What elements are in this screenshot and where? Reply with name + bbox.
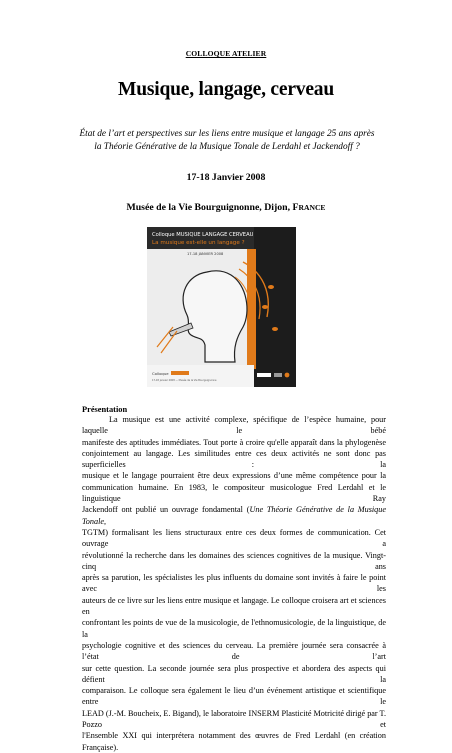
text-line: communication humaine. En 1983, le compositeur musicologue Fred Lerdahl et le linguistique Ray — [82, 482, 386, 504]
sponsor-logo-1 — [257, 373, 271, 377]
text-line: conjointement au langage. Les similitudes entre ces deux activités ne sont donc pas superficielles : la — [82, 448, 386, 470]
event-venue — [0, 202, 452, 213]
event-date: 17-18 Janvier 2008 — [186, 172, 266, 183]
text-line: auteurs de ce livre sur les liens entre musique et langage. Le colloque croisera art et sciences en — [82, 595, 386, 617]
text-line: Jackendoff ont publié un ouvrage fondamental (Une Théorie Générative de la Musique Tonale, — [82, 505, 386, 526]
document-subtitle — [58, 128, 396, 154]
text-line: psychologie cognitive et des sciences du cerveau. La première journée sera consacrée à l’état de l’art — [82, 640, 386, 662]
poster-logo-bar — [171, 371, 189, 375]
poster-heading-line-2: La musique est-elle un langage ? — [152, 240, 245, 246]
text-line: La musique est une activité complexe, spécifique de l’espèce humaine, pour laquelle le bébé — [82, 415, 386, 436]
subtitle-line-2: la Théorie Générative de la Musique Tonale de Lerdahl et Jackendoff ? — [94, 142, 360, 152]
poster-footer-small: 17-18 janvier 2008 — Musée de la Vie Bourguignonne — [152, 379, 217, 382]
poster-image — [147, 227, 296, 387]
venue-country-rest: RANCE — [298, 203, 326, 212]
text-line: l'Ensemble XXI qui interprétera notamment des œuvres de Fred Lerdahl (en création Française). — [82, 731, 386, 752]
document-title: Musique, langage, cerveau — [118, 79, 334, 100]
presentation-text — [82, 414, 386, 753]
book-title: Une Théorie Générative de la Musique Tonale — [82, 505, 386, 526]
venue-name: Musée de la Vie Bourguignonne, Dijon, — [126, 202, 293, 213]
venue-country-initial: F — [292, 202, 299, 213]
text-line: comparaison. Le colloque sera également le lieu d’un événement artistique et scientifique entre le — [82, 686, 386, 707]
text-line: sur cette question. La seconde journée sera plus prospective et abordera des aspects qui défient la — [82, 663, 386, 684]
text-line: manifeste des aptitudes immédiates. Tout porte à croire qu'elle apparaît dans la phylogenèse — [82, 437, 386, 447]
text-line: après sa parution, les spécialistes les plus influents du domaine sont invités à faire le point avec les — [82, 573, 386, 594]
poster-dates: 17-18 JANVIER 2008 — [187, 252, 224, 256]
sponsor-logo-3 — [285, 373, 290, 378]
text-line: LEAD (J.-M. Boucheix, E. Bigand), le laboratoire INSERM Plasticité Motricité dirigé par T. Pozzo et — [82, 708, 386, 730]
text-line: TGTM) formalisant les liens structuraux entre ces deux formes de communication. Cet ouvrage a — [82, 527, 386, 549]
event-type-label: COLLOQUE ATELIER — [185, 49, 267, 58]
poster-footer-label: Colloque — [152, 371, 169, 376]
sponsor-logo-2 — [274, 373, 282, 377]
section-title-presentation: Présentation — [82, 405, 128, 414]
text-line: confrontant les points de vue de la musicologie, de l'ethnomusicologie, de la linguistique, de la — [82, 618, 386, 639]
subtitle-line-1: État de l’art et perspectives sur les liens entre musique et langage 25 ans après — [79, 129, 375, 139]
poster-heading-line-1: Colloque MUSIQUE LANGAGE CERVEAU — [152, 232, 254, 238]
text-line: musique et le langage pourraient être deux expressions d’une même compétence pour la — [82, 471, 386, 481]
text-line: révolutionné la recherche dans les domaines des sciences cognitives de la musique. Vingt-cinq ans — [82, 550, 386, 571]
